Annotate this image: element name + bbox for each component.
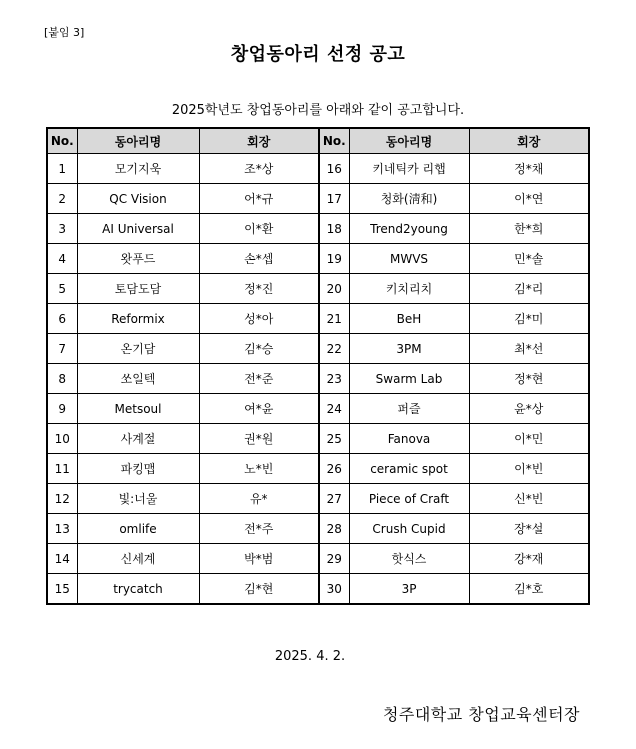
cell-no-right: 28 [319, 514, 349, 544]
cell-club-left: 신세계 [77, 544, 199, 574]
intro-text: 2025학년도 창업동아리를 아래와 같이 공고합니다. [171, 103, 465, 118]
cell-no-right: 23 [319, 364, 349, 394]
table-row [47, 304, 589, 334]
cell-no-right: 16 [319, 154, 349, 184]
cell-club-left: 쏘일텍 [77, 364, 199, 394]
cell-club-left: AI Universal [77, 214, 199, 244]
cell-club-right: Fanova [349, 424, 469, 454]
cell-club-left: 빛:너울 [77, 484, 199, 514]
cell-no-right: 24 [319, 394, 349, 424]
page-title: 창업동아리 선정 공고 [230, 44, 406, 65]
table-row [47, 574, 589, 605]
header-no-right: No. [319, 128, 349, 154]
cell-club-right: BeH [349, 304, 469, 334]
cell-no-left: 3 [47, 214, 77, 244]
header-leader-left: 회장 [199, 128, 319, 154]
cell-no-left: 8 [47, 364, 77, 394]
cell-club-right: Piece of Craft [349, 484, 469, 514]
cell-club-right: Crush Cupid [349, 514, 469, 544]
cell-club-right: Swarm Lab [349, 364, 469, 394]
cell-leader-left: 이*환 [199, 214, 319, 244]
cell-leader-right: 이*민 [469, 424, 589, 454]
cell-no-right: 25 [319, 424, 349, 454]
header-no-left: No. [47, 128, 77, 154]
cell-club-left: Metsoul [77, 394, 199, 424]
cell-no-left: 15 [47, 574, 77, 605]
cell-no-right: 30 [319, 574, 349, 605]
cell-no-right: 18 [319, 214, 349, 244]
cell-club-left: Reformix [77, 304, 199, 334]
cell-leader-right: 강*재 [469, 544, 589, 574]
cell-no-left: 2 [47, 184, 77, 214]
cell-leader-left: 전*주 [199, 514, 319, 544]
header-club-left: 동아리명 [77, 128, 199, 154]
signer: 청주대학교 창업교육센터장 [382, 705, 580, 724]
cell-club-right: 퍼즐 [349, 394, 469, 424]
cell-leader-right: 이*빈 [469, 454, 589, 484]
cell-club-right: 청화(淸和) [349, 184, 469, 214]
table-row [47, 214, 589, 244]
cell-club-right: 키치리치 [349, 274, 469, 304]
cell-club-left: 파킹맵 [77, 454, 199, 484]
cell-leader-right: 김*호 [469, 574, 589, 605]
table-row [47, 484, 589, 514]
cell-no-left: 13 [47, 514, 77, 544]
attachment-label: [붙임 3] [44, 26, 85, 39]
cell-club-left: 모기지욱 [77, 154, 199, 184]
cell-no-right: 29 [319, 544, 349, 574]
cell-no-right: 27 [319, 484, 349, 514]
table-row [47, 424, 589, 454]
cell-club-right: 키네틱카 리햅 [349, 154, 469, 184]
table-row [47, 454, 589, 484]
cell-no-left: 1 [47, 154, 77, 184]
cell-club-right: 핫식스 [349, 544, 469, 574]
table-row [47, 154, 589, 184]
cell-club-left: omlife [77, 514, 199, 544]
cell-leader-left: 노*빈 [199, 454, 319, 484]
cell-leader-left: 권*원 [199, 424, 319, 454]
cell-no-left: 6 [47, 304, 77, 334]
cell-no-left: 7 [47, 334, 77, 364]
cell-club-left: 사계절 [77, 424, 199, 454]
cell-no-right: 20 [319, 274, 349, 304]
cell-club-right: MWVS [349, 244, 469, 274]
club-table [46, 127, 590, 605]
cell-club-right: 3P [349, 574, 469, 605]
cell-leader-right: 정*채 [469, 154, 589, 184]
cell-leader-right: 한*희 [469, 214, 589, 244]
cell-leader-left: 김*승 [199, 334, 319, 364]
cell-no-left: 5 [47, 274, 77, 304]
cell-club-right: ceramic spot [349, 454, 469, 484]
cell-leader-right: 윤*상 [469, 394, 589, 424]
cell-club-right: Trend2young [349, 214, 469, 244]
cell-no-left: 4 [47, 244, 77, 274]
cell-no-left: 11 [47, 454, 77, 484]
cell-no-right: 19 [319, 244, 349, 274]
cell-leader-left: 김*현 [199, 574, 319, 605]
cell-club-left: 왓푸드 [77, 244, 199, 274]
table-row [47, 274, 589, 304]
cell-club-left: 토담도담 [77, 274, 199, 304]
cell-leader-left: 어*규 [199, 184, 319, 214]
cell-leader-left: 성*아 [199, 304, 319, 334]
cell-no-left: 9 [47, 394, 77, 424]
cell-leader-right: 장*설 [469, 514, 589, 544]
cell-leader-left: 박*범 [199, 544, 319, 574]
table-row [47, 334, 589, 364]
cell-leader-right: 정*현 [469, 364, 589, 394]
cell-leader-left: 손*셉 [199, 244, 319, 274]
table-row [47, 184, 589, 214]
table-row [47, 514, 589, 544]
cell-leader-left: 정*진 [199, 274, 319, 304]
cell-leader-right: 김*미 [469, 304, 589, 334]
table-header-row [47, 128, 589, 154]
cell-club-left: 온기담 [77, 334, 199, 364]
table-row [47, 394, 589, 424]
table-row [47, 544, 589, 574]
cell-leader-left: 조*상 [199, 154, 319, 184]
cell-no-right: 26 [319, 454, 349, 484]
cell-no-left: 14 [47, 544, 77, 574]
table-row [47, 364, 589, 394]
header-club-right: 동아리명 [349, 128, 469, 154]
table-row [47, 244, 589, 274]
cell-club-left: QC Vision [77, 184, 199, 214]
cell-club-right: 3PM [349, 334, 469, 364]
cell-leader-left: 전*준 [199, 364, 319, 394]
cell-leader-right: 김*리 [469, 274, 589, 304]
header-leader-right: 회장 [469, 128, 589, 154]
cell-no-left: 12 [47, 484, 77, 514]
cell-no-right: 17 [319, 184, 349, 214]
cell-leader-left: 유* [199, 484, 319, 514]
cell-club-left: trycatch [77, 574, 199, 605]
cell-leader-right: 민*솔 [469, 244, 589, 274]
cell-no-right: 22 [319, 334, 349, 364]
cell-leader-right: 신*빈 [469, 484, 589, 514]
announcement-date: 2025. 4. 2. [274, 649, 346, 664]
cell-leader-left: 여*윤 [199, 394, 319, 424]
cell-leader-right: 최*선 [469, 334, 589, 364]
cell-leader-right: 이*연 [469, 184, 589, 214]
cell-no-left: 10 [47, 424, 77, 454]
cell-no-right: 21 [319, 304, 349, 334]
